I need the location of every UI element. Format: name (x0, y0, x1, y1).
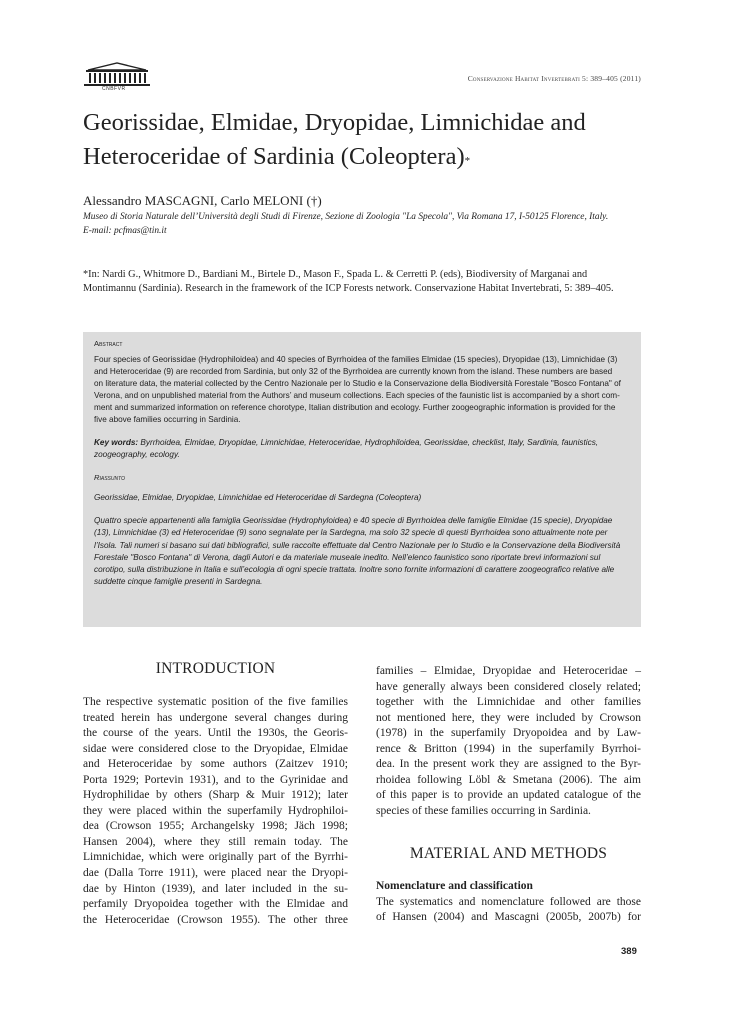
running-head: Conservazione Habitat Invertebrati 5: 389–405 (2011) (467, 74, 641, 83)
methods-subheading: Nomenclature and classification (376, 880, 533, 892)
riassunto-heading: Riassunto (94, 473, 125, 483)
body-line: The respective systematic position of the five families (83, 696, 348, 708)
body-line: dae (Dalla Torre 1911), were placed near the Dryopi- (83, 867, 348, 880)
body-line: Hydrophilidae by others (Sharp & Muir 1912); later (83, 789, 348, 802)
abstract-box (83, 332, 641, 627)
introduction-right-column (376, 664, 641, 819)
body-line: sidae were considered close to the Dryopidae, Elmidae (83, 742, 348, 755)
title-line-1: Georissidae, Elmidae, Dryopidae, Limnichidae and (83, 109, 586, 136)
introduction-heading: INTRODUCTION (155, 660, 276, 677)
abstract-heading: Abstract (94, 339, 123, 348)
abstract-line: on literature data, the material collected by the Centro Nazionale per lo Studio e la Conservazione della Biodiversità Forestale "Bosco Fontana" of (94, 379, 621, 389)
riassunto-title: Georissidae, Elmidae, Dryopidae, Limnichidae ed Heteroceridae di Sardegna (Coleoptera) (94, 493, 422, 503)
body-line: of this paper is to provide an updated catalogue of the (376, 789, 641, 802)
article-title (83, 106, 663, 174)
authors: Alessandro MASCAGNI, Carlo MELONI (†) (83, 193, 322, 208)
body-line: species of these families occurring in Sardinia. (376, 804, 591, 817)
body-line: of Hansen (2004) and Mascagni (2005b, 2007b) for (376, 911, 641, 924)
body-line: rence & Britton (1994) in the superfamily Byrrhoi- (376, 742, 641, 755)
body-line: not mentioned here, they were included by Crowson (376, 711, 641, 724)
title-line-2: Heteroceridae of Sardinia (Coleoptera) (83, 143, 465, 170)
title-footnote-mark: * (464, 155, 471, 167)
riassunto-text (94, 515, 631, 587)
body-line: have generally always been considered closely related; (376, 680, 641, 693)
body-line: Hansen 2004), where they still remain today. The (83, 835, 348, 848)
affiliation (83, 210, 653, 238)
abstract-line: ment and summarized information on reference chorotype, Italian distribution and ecology. Further zoogeographic information is provided for the (94, 403, 616, 413)
abstract-line: Four species of Georissidae (Hydrophiloidea) and 40 species of Byrrhoidea of the families Elmidae (15 species), Dryopidae (13), Limnichidae (3) (94, 355, 618, 364)
body-line: dea (Crowson 1955; Archangelsky 1998; Jäch 1998; (83, 820, 348, 833)
riassunto-line: Forestale "Bosco Fontana" di Verona, dagli Autori e da materiale museale inedito. Nell’elenco faunistico sono riportate brevi informazioni sul (94, 552, 601, 562)
methods-heading: MATERIAL AND METHODS (409, 845, 608, 862)
riassunto-line: (13), Limnichidae (3) ed Heteroceridae (9) sono segnalate per la Sardegna, ma solo 32 specie di questi Byrrhoidea sono attualmente note per (94, 528, 608, 538)
keywords-label: Key words: (94, 438, 139, 448)
body-line: (1978) in the superfamily Dryopoidea and by Law- (376, 727, 641, 740)
riassunto-line: corotipo, sulla distribuzione in Italia e sull’ecologia di ogni specie trattata. Inoltre sono fornite informazioni di carattere zoogeografico relative alle (94, 564, 615, 574)
abstract-line: and Heteroceridae (9) are recorded from Sardinia, but only 32 of the Byrrhoidea are currently known from the island. These numbers are based (94, 367, 613, 377)
body-line: dea. In the present work they are assigned to the Byr- (376, 758, 641, 771)
page-number: 389 (621, 946, 637, 957)
keywords-line-1: Byrrhoidea, Elmidae, Dryopidae, Limnichidae, Heteroceridae, Hydrophiloidea, Georissidae, checklist, Italy, Sardinia, faunistics, (140, 438, 599, 448)
methods-column (376, 879, 641, 926)
body-line: they were placed within the superfamily Hydrophiloi- (83, 804, 348, 817)
logo-caption: CNBFVR (102, 86, 126, 92)
body-line: together with the Limnichidae and other families (376, 696, 641, 709)
body-line: dae by Hinton (1939), and later included in the su- (83, 882, 348, 895)
citation-line-2: Montimannu (Sardinia). Research in the framework of the ICP Forests network. Conservazione Habitat Invertebrati, 5: 389–405. (83, 283, 614, 294)
body-line: and Heteroceridae by some authors (Zaitzev 1910; (83, 758, 348, 771)
body-line: Porta 1929; Portevin 1931), and to the Gyrinidae and (83, 773, 348, 786)
riassunto-line: Quattro specie appartenenti alla famiglia Georissidae (Hydrophyloidea) e 40 specie di Byrrhoidea delle famiglie Elmidae (15 specie), Dryopidae (94, 516, 613, 526)
body-line: The systematics and nomenclature followed are those (376, 895, 641, 908)
citation-note (83, 268, 648, 296)
abstract-line: five above families occurring in Sardinia. (94, 415, 241, 425)
abstract-line: Verona, and on unpublished material from the Authors’ and museum collections. Each species of the faunistic list is accompanied by a short com- (94, 391, 620, 401)
affiliation-address: Museo di Storia Naturale dell’Università degli Studi di Firenze, Sezione di Zoologia "La Specola", Via Romana 17, I-50125 Florence, Italy. (83, 212, 609, 222)
body-line: rhoidea following Löbl & Smetana (2006). The aim (376, 773, 641, 786)
body-line: families – Elmidae, Dryopidae and Heteroceridae – (376, 665, 641, 677)
body-line: perfamily Dryopoidea together with the Elmidae and (83, 898, 348, 911)
body-line: the Heteroceridae (Crowson 1955). The other three (83, 913, 348, 926)
keywords-line-2: zoogeography, ecology. (94, 450, 180, 460)
riassunto-line: suddette cinque famiglie presenti in Sardegna. (94, 576, 263, 586)
body-line: treated herein has undergone several changes during (83, 711, 348, 724)
abstract-text (94, 354, 631, 426)
body-line: the course of the years. Until the 1930s, the Georis- (83, 727, 348, 740)
affiliation-email: E-mail: pcfmas@tin.it (83, 226, 167, 236)
citation-line-1: *In: Nardi G., Whitmore D., Bardiani M., Birtele D., Mason F., Spada L. & Cerretti P. (eds), Biodiversity of Marganai and (83, 269, 588, 280)
body-line: Limnichidae, which were originally part of the Byrrhi- (83, 851, 348, 864)
introduction-left-column (83, 695, 348, 928)
keywords (94, 437, 631, 461)
riassunto-line: l’Isola. Tali numeri si basano sui dati bibliografici, sulle raccolte effettuate dal Centro Nazionale per lo Studio e la Conservazione della Biodiversità (94, 540, 621, 550)
